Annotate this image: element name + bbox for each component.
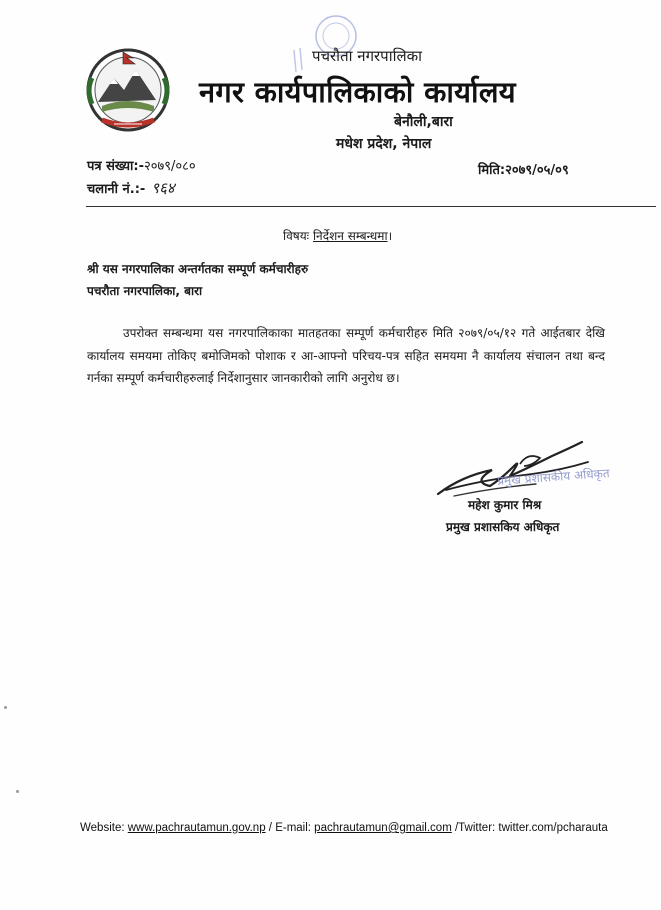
address-line-1: बेनौली,बारा bbox=[394, 114, 453, 130]
dispatch-number bbox=[87, 178, 175, 198]
recipient-line-2: पचरौता नगरपालिका, बारा bbox=[87, 284, 203, 298]
date-value: २०७९/०५/०९ bbox=[505, 163, 569, 178]
letter-number-value: २०७९/०८० bbox=[143, 159, 196, 174]
letter-number-label: पत्र संख्या:- bbox=[87, 159, 144, 174]
recipient-line-1: श्री यस नगरपालिका अन्तर्गतका सम्पूर्ण कर्मचारीहरु bbox=[87, 262, 309, 276]
scan-speck bbox=[4, 706, 7, 709]
subject-text: निर्देशन सम्बन्धमा bbox=[312, 229, 388, 243]
signer-name: महेश कुमार मिश्र bbox=[468, 498, 542, 512]
official-seal-text: प्रमुख प्रशासकीय अधिकृत bbox=[496, 466, 611, 488]
twitter-text: /Twitter: twitter.com/pcharauta bbox=[451, 822, 608, 834]
dispatch-number-label: चलानी नं.:- bbox=[87, 182, 146, 197]
website-label: Website: bbox=[80, 822, 125, 834]
scan-speck bbox=[16, 790, 19, 793]
municipality-name: पचरौता नगरपालिका bbox=[312, 47, 423, 65]
signer-title: प्रमुख प्रशासकिय अधिकृत bbox=[446, 520, 560, 534]
nepal-emblem-logo bbox=[80, 44, 176, 132]
header-divider bbox=[86, 206, 656, 207]
subject-label: विषयः bbox=[283, 229, 310, 243]
website-link[interactable]: www.pachrautamun.gov.np bbox=[127, 822, 266, 834]
address-line-2: मधेश प्रदेश, नेपाल bbox=[336, 136, 432, 152]
office-title: नगर कार्यपालिकाको कार्यालय bbox=[199, 75, 516, 109]
letter-number bbox=[87, 156, 196, 174]
subject-end: । bbox=[387, 229, 393, 243]
letter-date bbox=[478, 160, 569, 178]
date-label: मिति: bbox=[478, 163, 506, 178]
footer-contact bbox=[80, 822, 608, 834]
email-link[interactable]: pachrautamun@gmail.com bbox=[314, 822, 452, 834]
subject-line bbox=[283, 227, 392, 244]
body-paragraph: उपरोक्त सम्बन्धमा यस नगरपालिकाका मातहतका सम्पूर्ण कर्मचारीहरु मिति २०७९/०५/१२ गते आईतबार देखि कार्यालय समयमा तोकिए बमोजिमको पोशाक र आ-आफ्नो परिचय-पत्र सहित समयमा नै कार्यालय संचालन तथा बन्द गर्नका सम्पूर्ण कर्मचारीहरुलाई निर्देशानुसार जानकारीको लागि अनुरोध छ। bbox=[87, 326, 605, 385]
dispatch-number-handwritten: ९६४ bbox=[151, 179, 175, 197]
email-separator: / E-mail: bbox=[265, 822, 315, 834]
